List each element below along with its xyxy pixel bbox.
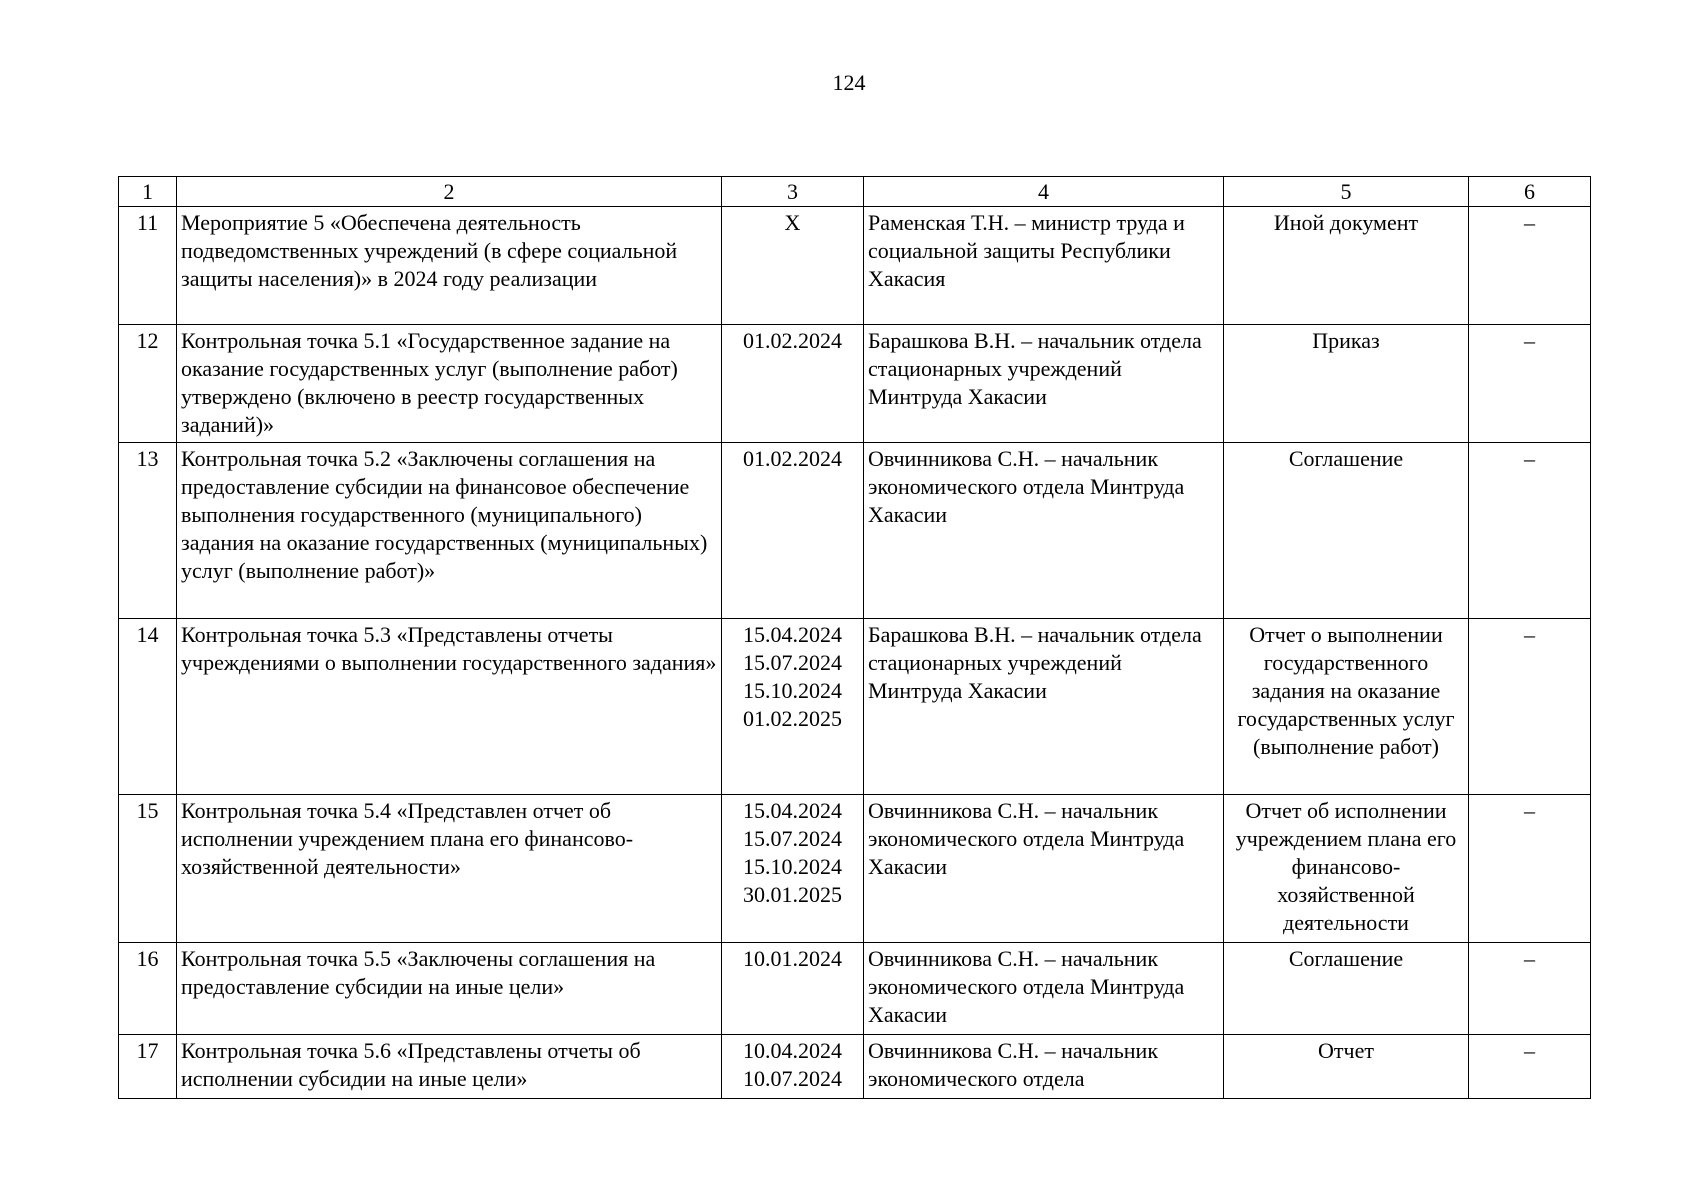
event-cell: Контрольная точка 5.1 «Государственное задание на оказание государственных услуг (выполнение работ) утверждено (включено в реестр государственных заданий)» [177,325,722,443]
responsible-cell: Барашкова В.Н. – начальник отдела стационарных учреждений Минтруда Хакасии [864,619,1224,795]
table-row [119,619,1591,795]
document-type-cell: Отчет об исполнении учреждением плана его финансово-хозяйственной деятельности [1224,795,1469,943]
document-type-cell: Отчет о выполнении государственного задания на оказание государственных услуг (выполнение работ) [1224,619,1469,795]
date-value: 30.01.2025 [743,882,842,907]
date-value: 15.04.2024 [743,798,842,823]
date-value: 10.07.2024 [743,1066,842,1091]
responsible-cell: Овчинникова С.Н. – начальник экономического отдела [864,1035,1224,1099]
responsible-cell: Овчинникова С.Н. – начальник экономического отдела Минтруда Хакасии [864,943,1224,1035]
date-cell [722,619,864,795]
column-header: 4 [864,177,1224,207]
column-6-cell: – [1469,207,1591,325]
responsible-cell: Раменская Т.Н. – министр труда и социальной защиты Республики Хакасия [864,207,1224,325]
column-6-cell: – [1469,943,1591,1035]
row-number: 13 [119,443,177,619]
row-number: 11 [119,207,177,325]
plan-table [118,176,1591,1099]
table-row [119,325,1591,443]
table-row [119,443,1591,619]
date-cell [722,943,864,1035]
row-number: 15 [119,795,177,943]
table-row [119,795,1591,943]
page-number: 124 [832,70,866,95]
date-value: 01.02.2025 [743,706,842,731]
column-6-cell: – [1469,443,1591,619]
column-header: 5 [1224,177,1469,207]
document-type-cell: Соглашение [1224,943,1469,1035]
column-6-cell: – [1469,1035,1591,1099]
column-header: 6 [1469,177,1591,207]
row-number: 17 [119,1035,177,1099]
column-6-cell: – [1469,619,1591,795]
row-number: 12 [119,325,177,443]
date-cell [722,795,864,943]
column-header: 3 [722,177,864,207]
row-number: 16 [119,943,177,1035]
column-header: 1 [119,177,177,207]
event-cell: Контрольная точка 5.6 «Представлены отчеты об исполнении субсидии на иные цели» [177,1035,722,1099]
event-cell: Мероприятие 5 «Обеспечена деятельность подведомственных учреждений (в сфере социальной защиты населения)» в 2024 году реализации [177,207,722,325]
date-value: 15.07.2024 [743,826,842,851]
date-value: 15.07.2024 [743,650,842,675]
column-header: 2 [177,177,722,207]
event-cell: Контрольная точка 5.2 «Заключены соглашения на предоставление субсидии на финансовое обеспечение выполнения государственного (муниципального) задания на оказание государственных (муниципальных) услуг (выполнение работ)» [177,443,722,619]
document-type-cell: Иной документ [1224,207,1469,325]
date-cell [722,1035,864,1099]
date-value: 10.01.2024 [743,946,842,971]
date-value: X [784,210,801,235]
table-row [119,1035,1591,1099]
column-6-cell: – [1469,795,1591,943]
row-number: 14 [119,619,177,795]
document-type-cell: Приказ [1224,325,1469,443]
table-row [119,943,1591,1035]
date-value: 10.04.2024 [743,1038,842,1063]
event-cell: Контрольная точка 5.4 «Представлен отчет об исполнении учреждением плана его финансово-хозяйственной деятельности» [177,795,722,943]
table-row [119,207,1591,325]
date-value: 15.10.2024 [743,678,842,703]
column-6-cell: – [1469,325,1591,443]
date-cell [722,325,864,443]
date-value: 01.02.2024 [743,446,842,471]
date-cell [722,207,864,325]
date-value: 01.02.2024 [743,328,842,353]
event-cell: Контрольная точка 5.3 «Представлены отчеты учреждениями о выполнении государственного задания» [177,619,722,795]
date-value: 15.04.2024 [743,622,842,647]
responsible-cell: Барашкова В.Н. – начальник отдела стационарных учреждений Минтруда Хакасии [864,325,1224,443]
responsible-cell: Овчинникова С.Н. – начальник экономического отдела Минтруда Хакасии [864,443,1224,619]
date-value: 15.10.2024 [743,854,842,879]
document-type-cell: Соглашение [1224,443,1469,619]
date-cell [722,443,864,619]
event-cell: Контрольная точка 5.5 «Заключены соглашения на предоставление субсидии на иные цели» [177,943,722,1035]
document-type-cell: Отчет [1224,1035,1469,1099]
table-header-row [119,177,1591,207]
responsible-cell: Овчинникова С.Н. – начальник экономического отдела Минтруда Хакасии [864,795,1224,943]
